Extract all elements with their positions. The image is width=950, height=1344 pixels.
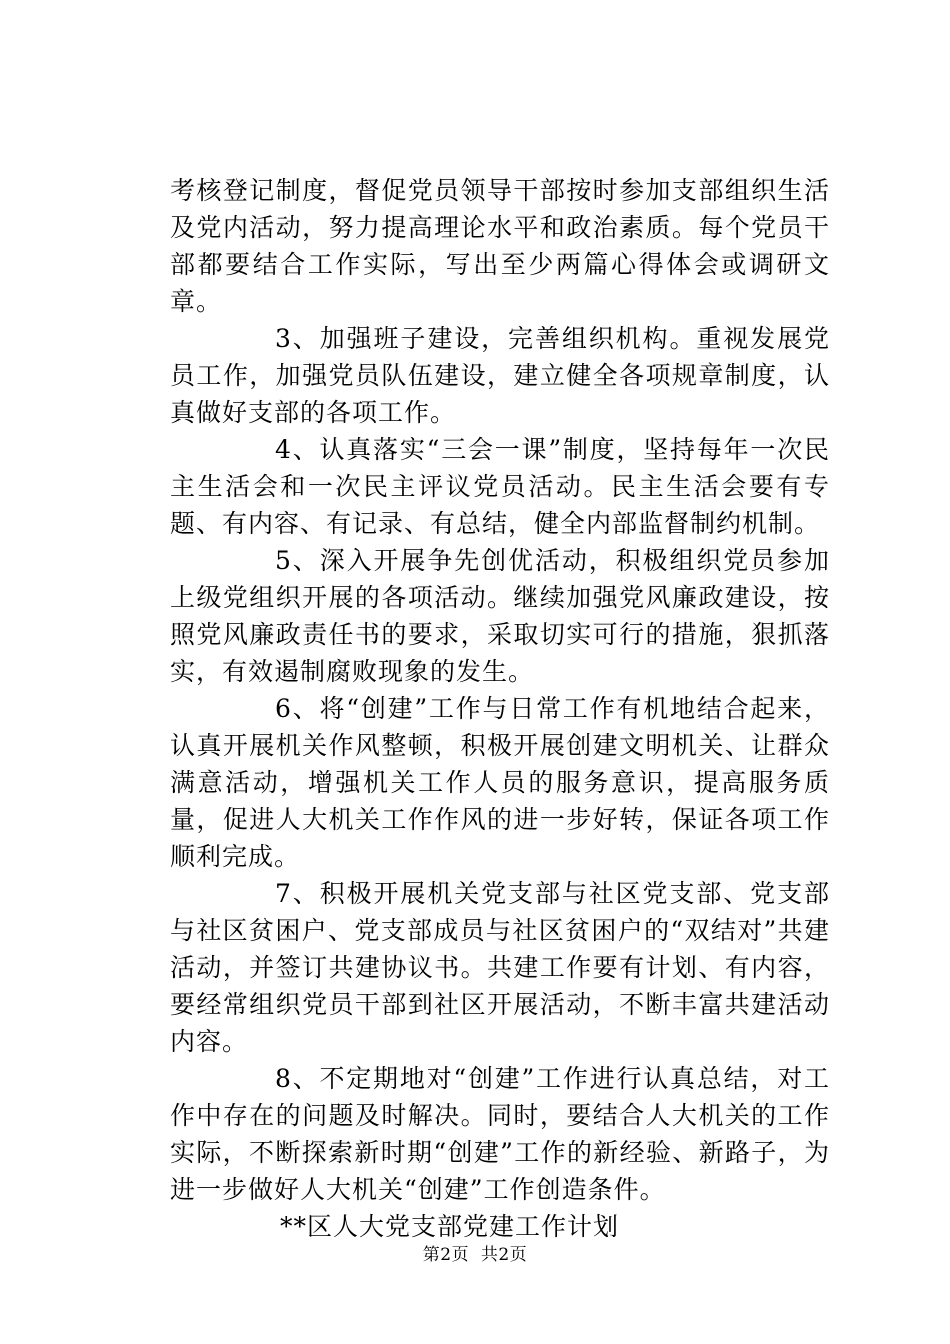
paragraph-item-7: 7、积极开展机关党支部与社区党支部、党支部与社区贫困户、党支部成员与社区贫困户的“双结对”共建活动，并签订共建协议书。共建工作要有计划、有内容，要经常组织党员干部到社区开展活动，不断丰富共建活动内容。 [170, 879, 830, 1056]
page-footer [0, 1244, 950, 1266]
paragraph-item-5: 5、深入开展争先创优活动，积极组织党员参加上级党组织开展的各项活动。继续加强党风廉政建设，按照党风廉政责任书的要求，采取切实可行的措施，狠抓落实，有效遏制腐败现象的发生。 [170, 546, 830, 686]
document-body [170, 172, 830, 1245]
page-number-label: 第2页 共2页 [422, 1245, 528, 1265]
paragraph-continuation: 考核登记制度，督促党员领导干部按时参加支部组织生活及党内活动，努力提高理论水平和政治素质。每个党员干部都要结合工作实际，写出至少两篇心得体会或调研文章。 [170, 176, 830, 316]
paragraph-item-4: 4、认真落实“三会一课”制度，坚持每年一次民主生活会和一次民主评议党员活动。民主生活会要有专题、有内容、有记录、有总结，健全内部监督制约机制。 [170, 435, 830, 538]
closing-title: **区人大党支部党建工作计划 [280, 1212, 620, 1241]
paragraph-item-8: 8、不定期地对“创建”工作进行认真总结，对工作中存在的问题及时解决。同时，要结合人大机关的工作实际，不断探索新时期“创建”工作的新经验、新路子，为进一步做好人大机关“创建”工作创造条件。 [170, 1064, 830, 1204]
paragraph-item-3: 3、加强班子建设，完善组织机构。重视发展党员工作，加强党员队伍建设，建立健全各项规章制度，认真做好支部的各项工作。 [170, 324, 830, 427]
paragraph-item-6: 6、将“创建”工作与日常工作有机地结合起来，认真开展机关作风整顿，积极开展创建文明机关、让群众满意活动，增强机关工作人员的服务意识，提高服务质量，促进人大机关工作作风的进一步好转，保证各项工作顺利完成。 [170, 694, 830, 871]
